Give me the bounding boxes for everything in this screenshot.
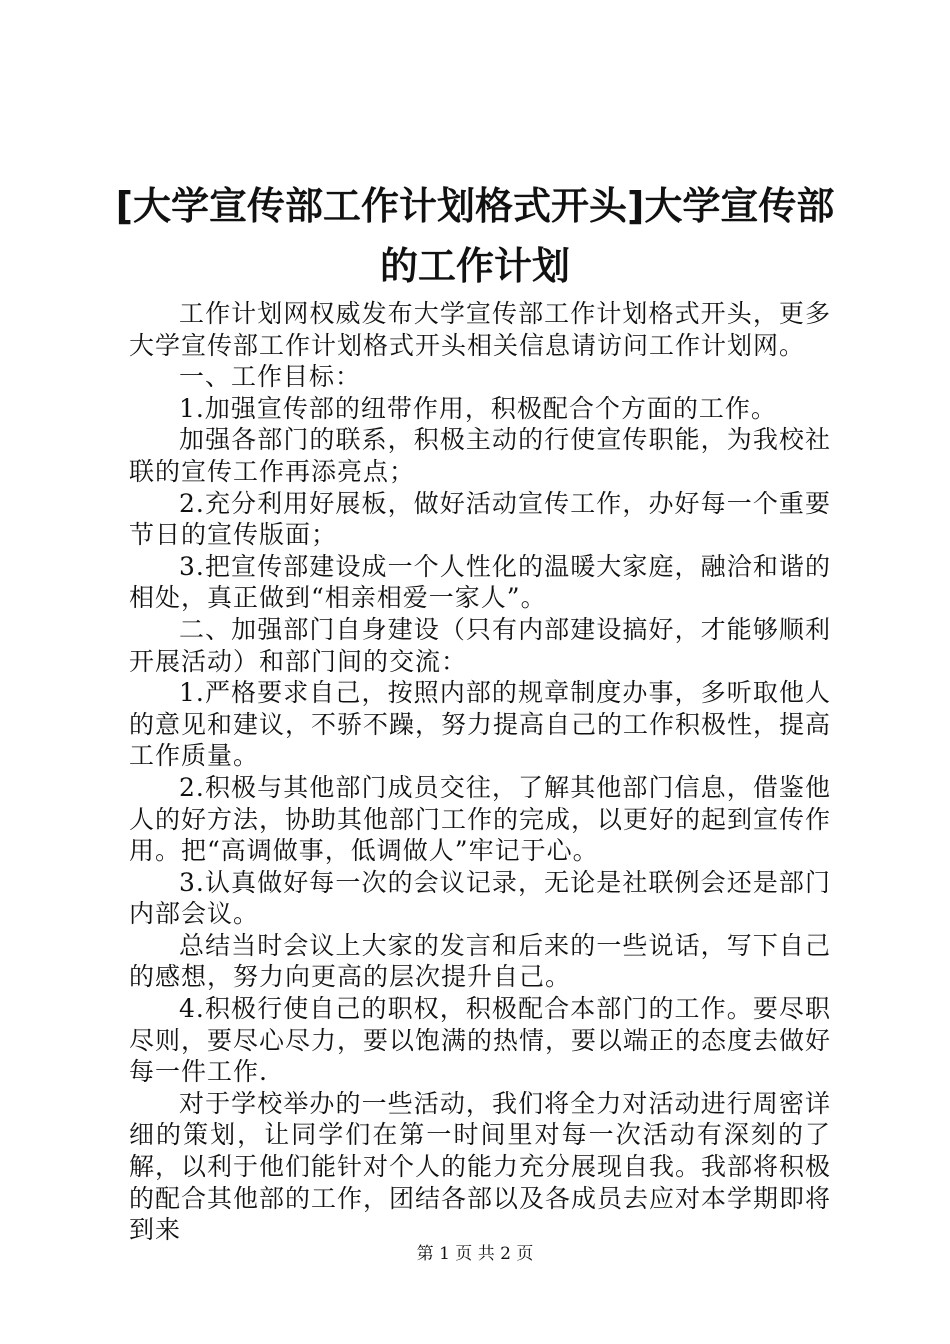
paragraph: 工作计划网权威发布大学宣传部工作计划格式开头，更多大学宣传部工作计划格式开头相关信息请访问工作计划网。: [129, 299, 831, 360]
page-footer: 第 1 页 共 2 页: [416, 1244, 534, 1264]
document-body: [129, 298, 831, 1246]
paragraph: 一、工作目标：: [179, 362, 362, 392]
paragraph: 1.严格要求自己，按照内部的规章制度办事，多听取他人的意见和建议，不骄不躁，努力提高自己的工作积极性，提高工作质量。: [129, 678, 832, 771]
paragraph: 总结当时会议上大家的发言和后来的一些说话，写下自己的感想，努力向更高的层次提升自己。: [129, 930, 831, 992]
paragraph: 3.认真做好每一次的会议记录，无论是社联例会还是部门内部会议。: [129, 867, 831, 929]
paragraph: 3.把宣传部建设成一个人性化的温暖大家庭，融洽和谐的相处，真正做到“相亲相爱一家人”。: [129, 551, 831, 613]
paragraph: 对于学校举办的一些活动，我们将全力对活动进行周密详细的策划，让同学们在第一时间里对每一次活动有深刻的了解，以利于他们能针对个人的能力充分展现自我。我部将积极的配合其他部的工作，团结各部以及各成员去应对本学期即将到来: [129, 1088, 832, 1245]
paragraph: 2.积极与其他部门成员交往，了解其他部门信息，借鉴他人的好方法，协助其他部门工作的完成，以更好的起到宣传作用。把“高调做事，低调做人”牢记于心。: [129, 772, 832, 866]
document-title: [大学宣传部工作计划格式开头]大学宣传部的工作计划: [115, 184, 835, 288]
paragraph: 4.积极行使自己的职权，积极配合本部门的工作。要尽职尽则，要尽心尽力，要以饱满的热情，要以端正的态度去做好每一件工作.: [129, 994, 832, 1087]
paragraph: 1.加强宣传部的纽带作用，积极配合个方面的工作。: [179, 393, 777, 423]
paragraph: 2.充分利用好展板，做好活动宣传工作，办好每一个重要节日的宣传版面；: [129, 488, 831, 550]
paragraph: 加强各部门的联系，积极主动的行使宣传职能，为我校社联的宣传工作再添亮点；: [129, 425, 831, 486]
paragraph: 二、加强部门自身建设（只有内部建设搞好，才能够顺利开展活动）和部门间的交流：: [129, 614, 831, 676]
